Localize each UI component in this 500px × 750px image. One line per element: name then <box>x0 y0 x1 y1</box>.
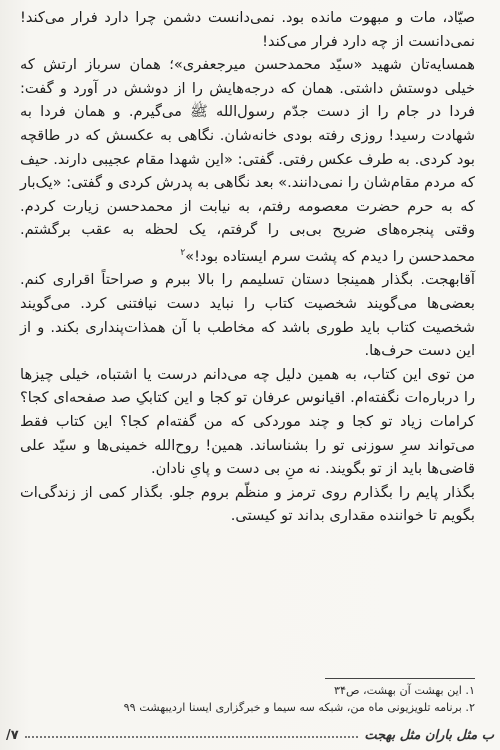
page-number: ۷/ <box>6 727 19 743</box>
paragraph-5: بگذار پایم را بگذارم روی ترمز و منظّم بروم جلو. بگذار کمی از زندگی‌ات بگویم تا خواننده مقداری بداند تو کیستی. <box>20 483 475 525</box>
footnote-2: ۲. برنامه تلویزیونی ماه من، شبکه سه سیما و خبرگزاری ایسنا اردیبهشت ۹۹ <box>123 701 475 714</box>
paragraph-2 <box>20 53 475 268</box>
footnote-divider <box>325 678 475 679</box>
footer-dotted-rule <box>25 736 359 738</box>
paragraph-1: صیّاد، مات و مبهوت مانده بود. نمی‌دانست دشمن چرا دارد فرار می‌کند! نمی‌دانست از چه دارد فرار می‌کند! <box>20 9 475 50</box>
paragraph-2-text: همسایه‌تان شهید «سیّد محمدحسن میرجعفری»؛ همان سرباز ارتش که خیلی دوستش داشتی. همان که درجه‌هایش را از دوشش در آورد و گفت: فردا در جام را از دست جدّم رسول‌الله ﷺ می‌گیرم. و همان فردا به شهادت رسید! روزی رفته بودی خانه‌شان. نگاهی به عکسش که در طاقچه بود کردی. به طرف عکس رفتی. گفتی: «این شهدا مقام عجیبی دارند. حیف که مردم مقام‌شان را نمی‌دانند.» بعد نگاهی به پدرش کردی و گفتی: «یک‌بار که به حرم حضرت معصومه رفتم، به نیابت از محمدحسن زیارت کردم. وقتی پنجره‌های ضریح بی‌بی را گرفتم، یک لحظه به عقب برگشتم. محمدحسن را دیدم که پشت سرم ایستاده بود!» <box>20 56 475 265</box>
running-footer <box>6 724 494 746</box>
footnote-ref-2: ۲ <box>180 247 186 258</box>
book-title: ب مثل باران مثل بهجت <box>364 727 494 743</box>
paragraph-4: من توی این کتاب، به همین دلیل چه می‌دانم درست یا اشتباه، خیلی چیزها را درباره‌ات نگفته‌ام. اقیانوس عرفان تو کجا و این کتابکِ صد صفحه‌ای کجا؟ کرامات زیاد تو کجا و چند موردکی که من گفته‌ام کجا؟ این کتاب فقط می‌تواند سرِ سوزنی تو را بشناساند. همین! روح‌الله خمینی‌ها و سیّد علی قاضی‌ها باید از تو بگویند. نه منِ بی دست و پایِ نادان. <box>20 365 475 478</box>
body-text <box>20 6 475 528</box>
footnotes <box>20 682 475 716</box>
paragraph-3: آقابهجت. بگذار همینجا دستان تسلیمم را بالا ببرم و صراحتاً اقراری کنم. بعضی‌ها می‌گویند شخصیت کتاب را نباید دست نیافتنی کرد. می‌گویند شخصیت کتاب باید طوری باشد که مخاطب با آن همذات‌پنداری بکند. و از این دست حرف‌ها. <box>20 271 475 360</box>
footnote-1: ۱. این بهشت آن بهشت، ص۳۴ <box>333 684 475 697</box>
